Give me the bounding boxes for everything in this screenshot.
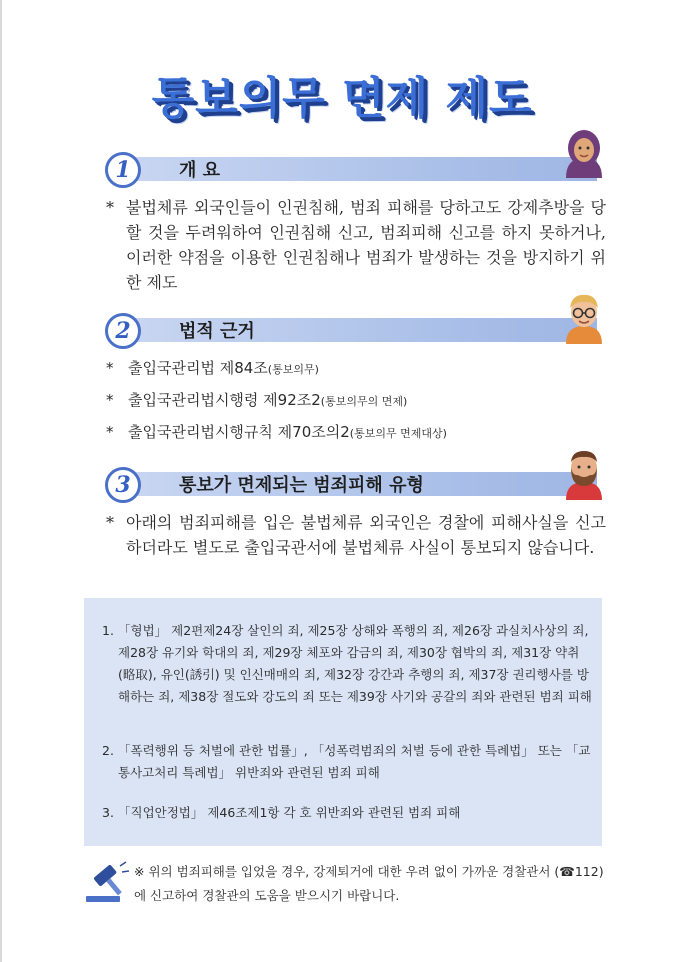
legal-basis-note: (통보의무 면제대상): [349, 427, 447, 440]
section-header-legal-basis: [105, 316, 600, 344]
asterisk-mark: *: [106, 423, 114, 441]
section-number: 1: [105, 152, 141, 188]
legal-basis-item: [106, 389, 407, 410]
crime-type-item: [102, 802, 592, 824]
legal-basis-text: 출입국관리법시행규칙 제70조의2: [128, 423, 350, 441]
section-title: 개 요: [179, 160, 221, 181]
footnote: ※ 위의 범죄피해를 입었을 경우, 강제퇴거에 대한 우려 없이 가까운 경찰관서 (☎112)에 신고하여 경찰관의 도움을 받으시기 바랍니다.: [134, 864, 604, 903]
section-header-overview: [105, 155, 600, 183]
legal-basis-item: [106, 421, 447, 442]
asterisk-mark: *: [106, 391, 114, 409]
legal-basis-text: 출입국관리법 제84조: [128, 359, 268, 377]
exempt-intro-paragraph: [106, 510, 606, 560]
overview-text: 불법체류 외국인들이 인권침해, 범죄 피해를 당하고도 강제추방을 당할 것을 두려워하여 인권침해 신고, 범죄피해 신고를 하지 못하거나, 이러한 약점을 이용한 인권침해나 범죄가 발생하는 것을 방지하기 위한 제도: [126, 198, 606, 292]
crime-type-text: 「형법」 제2편제24장 살인의 죄, 제25장 상해와 폭행의 죄, 제26장 과실치사상의 죄, 제28장 유기와 학대의 죄, 제29장 체포와 감금의 죄, 제30장 협박의 죄, 제31장 약취(略取), 유인(誘引) 및 인신매매의 죄, 제32장 강간과 추행의 죄, 제37장 권리행사를 방해하는 죄, 제38장 절도와 강도의 죄 또는 제39장 사기와 공갈의 죄와 관련된 범죄 피해: [118, 623, 592, 704]
asterisk-mark: *: [106, 198, 114, 217]
glasses-man-avatar-icon: [562, 292, 606, 344]
section-header-exempt-types: [105, 470, 600, 498]
crime-type-number: 2.: [102, 743, 114, 758]
legal-basis-note: (통보의무의 면제): [320, 395, 408, 408]
section-title: 법적 근거: [179, 321, 255, 342]
legal-basis-note: (통보의무): [267, 363, 319, 376]
section-number: 3: [105, 467, 141, 503]
asterisk-mark: *: [106, 359, 114, 377]
overview-paragraph: [106, 195, 606, 295]
bearded-man-avatar-icon: [562, 448, 606, 500]
section-number: 2: [105, 313, 141, 349]
crime-type-item: [102, 620, 592, 708]
crime-type-item: [102, 740, 592, 784]
woman-hijab-avatar-icon: [562, 128, 606, 180]
exempt-intro-text: 아래의 범죄피해를 입은 불법체류 외국인은 경찰에 피해사실을 신고하더라도 별도로 출입국관서에 불법체류 사실이 통보되지 않습니다.: [126, 513, 606, 557]
page-title: 통보의무 면제 제도: [151, 73, 533, 124]
legal-basis-item: [106, 357, 319, 378]
crime-type-number: 3.: [102, 805, 114, 820]
crime-type-text: 「폭력행위 등 처벌에 관한 법률」, 「성폭력범죄의 처벌 등에 관한 특례법」 또는 「교통사고처리 특례법」 위반죄와 관련된 범죄 피해: [118, 743, 591, 780]
crime-type-text: 「직업안정법」 제46조제1항 각 호 위반죄와 관련된 범죄 피해: [118, 805, 461, 820]
legal-basis-text: 출입국관리법시행령 제92조2: [128, 391, 321, 409]
section-title: 통보가 면제되는 범죄피해 유형: [179, 475, 424, 496]
gavel-icon: [82, 860, 132, 904]
crime-types-box: [84, 598, 602, 846]
asterisk-mark: *: [106, 513, 114, 532]
crime-type-number: 1.: [102, 623, 114, 638]
